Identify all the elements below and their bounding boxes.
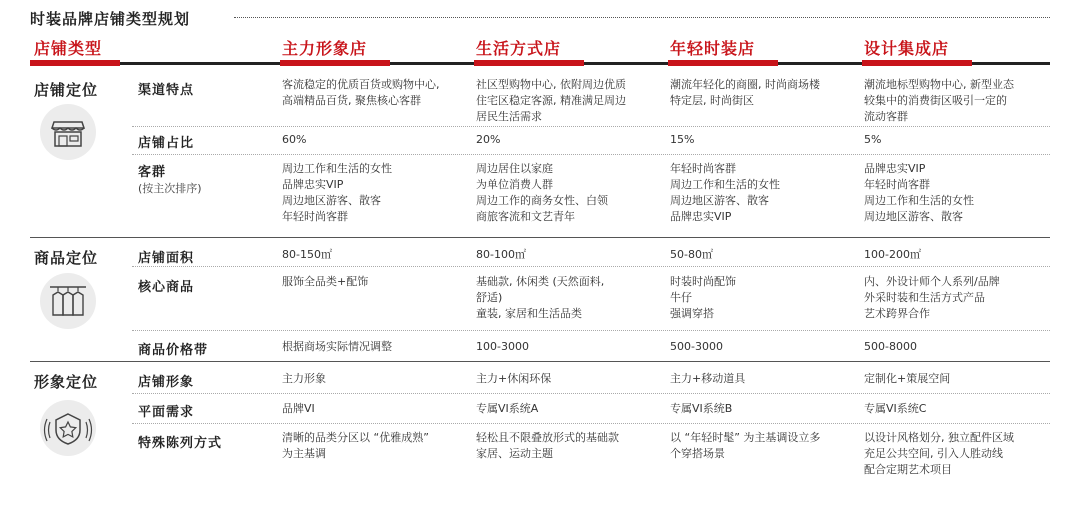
cell-graphic-young-fashion: 专属VI系统B xyxy=(670,402,733,415)
cell-share-flagship: 60% xyxy=(282,133,307,146)
row-label-customers: 客群 xyxy=(138,165,167,180)
cell-image-flagship: 主力形象 xyxy=(282,372,326,385)
column-header-flagship: 主力形象店 xyxy=(282,39,368,58)
row-label-store-share: 店铺占比 xyxy=(138,136,195,151)
cell-products-young-fashion: 时装时尚配饰 牛仔 强调穿搭 xyxy=(670,275,736,320)
row-label-core-products: 核心商品 xyxy=(138,280,195,295)
section-title-image-positioning: 形象定位 xyxy=(34,373,99,391)
row-divider xyxy=(132,126,1050,127)
cell-channel-lifestyle: 社区型购物中心, 依附周边优质 住宅区稳定客源, 精准满足周边 居民生活需求 xyxy=(476,78,626,123)
cell-area-young-fashion: 50-80㎡ xyxy=(670,248,713,261)
cell-display-design-concept: 以设计风格划分, 独立配件区域 充足公共空间, 引入人胜动线 配合定期艺术项目 xyxy=(864,431,1014,476)
cell-channel-flagship: 客流稳定的优质百货或购物中心, 高端精品百货, 聚焦核心客群 xyxy=(282,78,440,107)
cell-image-design-concept: 定制化+策展空间 xyxy=(864,372,951,385)
cell-display-lifestyle: 轻松且不限叠放形式的基础款 家居、运动主题 xyxy=(476,431,619,460)
cell-channel-design-concept: 潮流地标型购物中心, 新型业态 较集中的消费街区吸引一定的 流动客群 xyxy=(864,78,1014,123)
cell-graphic-lifestyle: 专属VI系统A xyxy=(476,402,539,415)
section-divider xyxy=(30,237,1050,238)
cell-area-design-concept: 100-200㎡ xyxy=(864,248,921,261)
row-divider xyxy=(132,393,1050,394)
cell-customers-young-fashion: 年轻时尚客群 周边工作和生活的女性 周边地区游客、散客 品牌忠实VIP xyxy=(670,162,780,223)
header-accent-bar xyxy=(280,60,390,66)
row-label-store-image: 店铺形象 xyxy=(138,375,195,390)
cell-share-lifestyle: 20% xyxy=(476,133,501,146)
row-divider xyxy=(132,154,1050,155)
cell-price-flagship: 根据商场实际情况调整 xyxy=(282,340,392,353)
column-header-design-concept: 设计集成店 xyxy=(864,39,950,58)
row-label-store-area: 店铺面积 xyxy=(138,251,195,266)
row-divider xyxy=(132,330,1050,331)
section-title-product-positioning: 商品定位 xyxy=(34,249,99,267)
corner-header: 店铺类型 xyxy=(34,39,103,58)
cell-share-design-concept: 5% xyxy=(864,133,882,146)
storefront-icon xyxy=(40,104,96,160)
section-title-store-positioning: 店铺定位 xyxy=(34,81,99,99)
cell-image-young-fashion: 主力+移动道具 xyxy=(670,372,746,385)
row-sublabel-customers: (按主次排序) xyxy=(138,182,202,195)
star-badge-icon xyxy=(40,400,96,456)
header-accent-bar xyxy=(668,60,778,66)
cell-graphic-flagship: 品牌VI xyxy=(282,402,315,415)
cell-customers-flagship: 周边工作和生活的女性 品牌忠实VIP 周边地区游客、散客 年轻时尚客群 xyxy=(282,162,392,223)
cell-image-lifestyle: 主力+休闲环保 xyxy=(476,372,552,385)
cell-price-design-concept: 500-8000 xyxy=(864,340,917,353)
cell-products-design-concept: 内、外设计师个人系列/品牌 外采时装和生活方式产品 艺术跨界合作 xyxy=(864,275,1000,320)
cell-products-flagship: 服饰全品类+配饰 xyxy=(282,275,369,288)
row-divider xyxy=(132,266,1050,267)
cell-graphic-design-concept: 专属VI系统C xyxy=(864,402,927,415)
header-accent-bar xyxy=(474,60,584,66)
cell-display-flagship: 清晰的品类分区以 “优雅成熟” 为主基调 xyxy=(282,431,429,460)
cell-price-young-fashion: 500-3000 xyxy=(670,340,723,353)
cell-display-young-fashion: 以 “年轻时髦” 为主基调设立多 个穿搭场景 xyxy=(670,431,821,460)
row-label-display-method: 特殊陈列方式 xyxy=(138,436,223,451)
row-label-graphic-needs: 平面需求 xyxy=(138,405,195,420)
column-header-lifestyle: 生活方式店 xyxy=(476,39,562,58)
clothing-rack-icon xyxy=(40,273,96,329)
cell-area-lifestyle: 80-100㎡ xyxy=(476,248,526,261)
header-accent-bar xyxy=(30,60,120,66)
cell-products-lifestyle: 基础款, 休闲类 (天然面料, 舒适) 童装, 家居和生活品类 xyxy=(476,275,605,320)
column-header-young-fashion: 年轻时装店 xyxy=(670,39,756,58)
page-title: 时装品牌店铺类型规划 xyxy=(30,10,191,28)
row-label-price-range: 商品价格带 xyxy=(138,343,209,358)
cell-share-young-fashion: 15% xyxy=(670,133,695,146)
row-label-channel: 渠道特点 xyxy=(138,83,195,98)
header-accent-bar xyxy=(862,60,972,66)
cell-price-lifestyle: 100-3000 xyxy=(476,340,529,353)
cell-customers-design-concept: 品牌忠实VIP 年轻时尚客群 周边工作和生活的女性 周边地区游客、散客 xyxy=(864,162,974,223)
cell-customers-lifestyle: 周边居住以家庭 为单位消费人群 周边工作的商务女性、白领 商旅客流和文艺青年 xyxy=(476,162,608,223)
title-divider xyxy=(234,17,1050,18)
cell-channel-young-fashion: 潮流年轻化的商圈, 时尚商场楼 特定层, 时尚街区 xyxy=(670,78,820,107)
cell-area-flagship: 80-150㎡ xyxy=(282,248,332,261)
section-divider xyxy=(30,361,1050,362)
row-divider xyxy=(132,423,1050,424)
